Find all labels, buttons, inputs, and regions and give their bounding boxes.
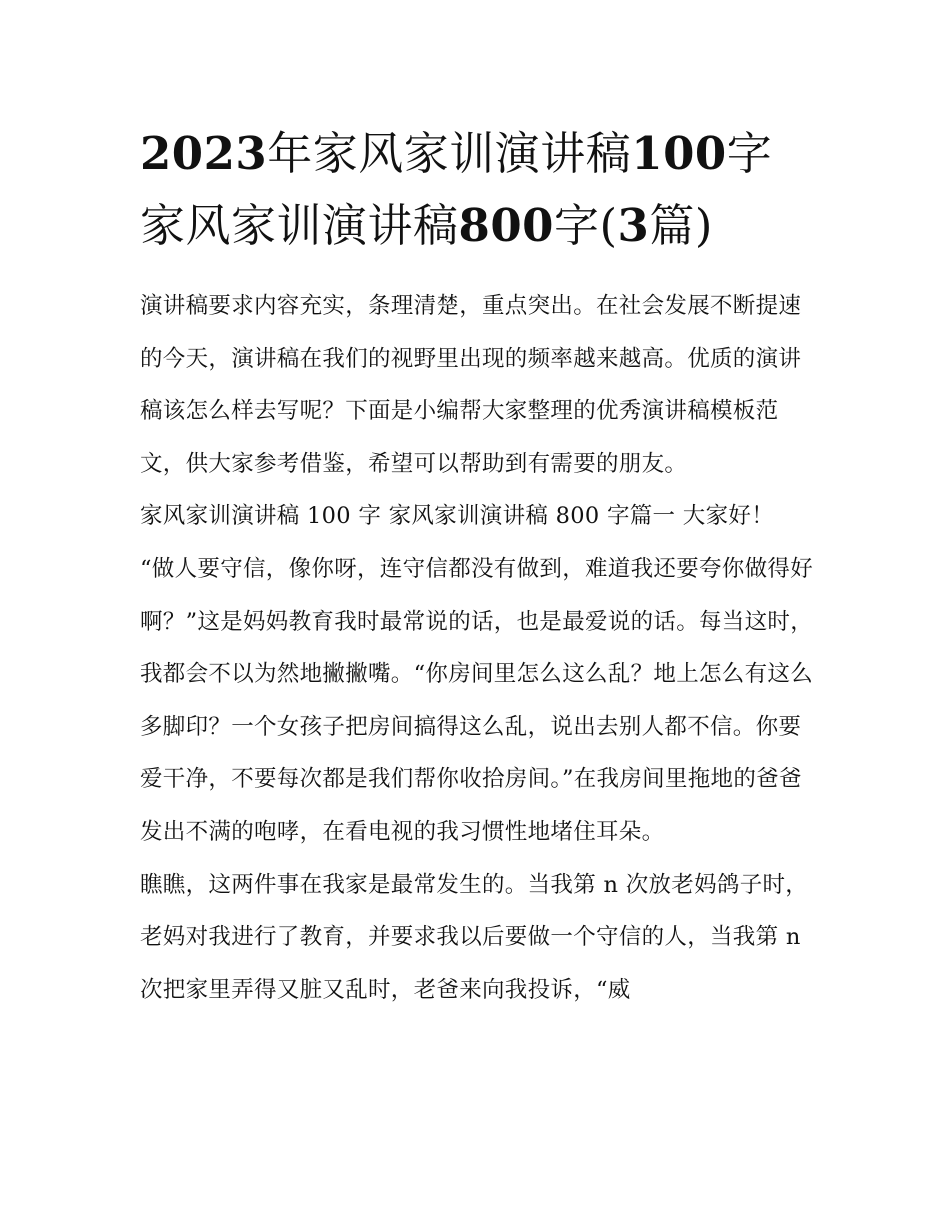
title-text: 篇) [649,199,713,252]
paragraph-heading: 家风家训演讲稿 100 字 家风家训演讲稿 800 字篇一 大家好！ [140,503,775,530]
paragraph-body: “做人要守信，像你呀，连守信都没有做到，难道我还要夸你做得好啊？”这是妈妈教育我时最常说的话，也是最爱说的话。每当这时，我都会不以为然地撇撇嘴。“你房间里怎么这么乱？地上怎么有这么多脚印？一个女孩子把房间搞得这么乱，说出去别人都不信。你要爱干净，不要每次都是我们帮你收拾房间。”在我房间里拖地的爸爸发出不满的咆哮，在看电视的我习惯性地堵住耳朵。 [140,555,814,845]
title-text: 年家风家训演讲稿 [267,127,632,180]
title-number: 100 [631,127,727,180]
title-text: 字( [553,199,618,252]
paragraph-intro: 演讲稿要求内容充实，条理清楚，重点突出。在社会发展不断提速的今天，演讲稿在我们的视野里出现的频率越来越高。优质的演讲稿该怎么样去写呢？下面是小编帮大家整理的优秀演讲稿模板范文，供大家参考借鉴，希望可以帮助到有需要的朋友。 [140,293,802,477]
title-text: 字 [726,127,773,180]
document-body [140,280,820,1016]
title-number: 3 [617,199,650,252]
document-title [140,118,820,262]
document-page [140,118,820,1016]
title-number: 800 [458,199,554,252]
title-text: 家风家训演讲稿 [140,199,459,252]
title-year: 2023 [140,127,268,180]
paragraph-body: 瞧瞧，这两件事在我家是最常发生的。当我第 n 次放老妈鸽子时，老妈对我进行了教育，并要求我以后要做一个守信的人，当我第 n 次把家里弄得又脏又乱时，老爸来向我投诉，“威 [140,871,809,1003]
